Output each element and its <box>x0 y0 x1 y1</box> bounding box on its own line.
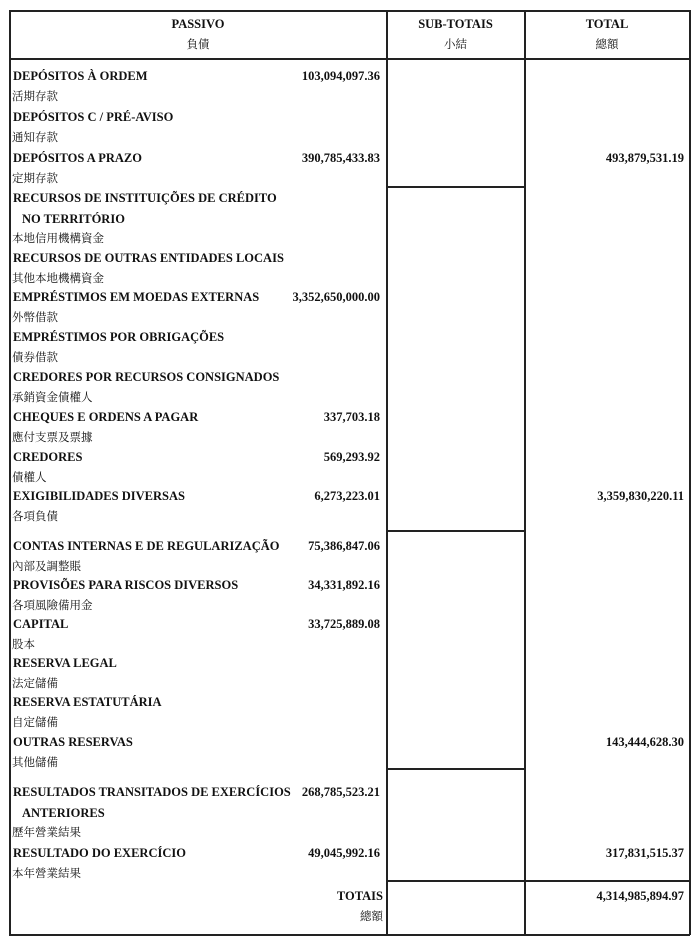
item-subtotal: 49,045,992.16 <box>308 846 380 860</box>
item-label-zh: 其他本地機構資金 <box>12 271 104 285</box>
header-passivo: PASSIVO <box>171 17 225 31</box>
item-label-zh: 各項負債 <box>12 509 58 523</box>
item-subtotal: 6,273,223.01 <box>314 489 380 503</box>
item-label-zh: 本地信用機構資金 <box>12 231 104 245</box>
item-label: CONTAS INTERNAS E DE REGULARIZAÇÃO <box>13 539 280 553</box>
item-label-zh: 應付支票及票據 <box>12 430 93 444</box>
item-subtotal: 337,703.18 <box>323 410 380 424</box>
item-label: EXIGIBILIDADES DIVERSAS <box>13 489 185 503</box>
column-divider-2 <box>524 10 526 935</box>
totals-divider <box>386 880 690 882</box>
item-label: CREDORES <box>13 450 83 464</box>
header-passivo-zh: 負債 <box>186 37 210 51</box>
header-total-zh: 總額 <box>595 37 619 51</box>
item-label-zh: 各項風險備用金 <box>12 598 93 612</box>
totals-label-zh: 總額 <box>360 909 383 923</box>
item-label: CREDORES POR RECURSOS CONSIGNADOS <box>13 370 280 384</box>
item-label: OUTRAS RESERVAS <box>13 735 133 749</box>
totals-label: TOTAIS <box>336 889 383 903</box>
item-subtotal: 268,785,523.21 <box>301 785 380 799</box>
item-label: EMPRÉSTIMOS POR OBRIGAÇÕES <box>13 330 225 344</box>
item-label: RESULTADO DO EXERCÍCIO <box>13 846 186 860</box>
item-label: CAPITAL <box>13 617 69 631</box>
item-label-zh: 定期存款 <box>12 171 58 185</box>
item-label: RECURSOS DE OUTRAS ENTIDADES LOCAIS <box>13 251 284 265</box>
item-subtotal: 34,331,892.16 <box>308 578 380 592</box>
header-total: TOTAL <box>585 17 629 31</box>
item-label: RESULTADOS TRANSITADOS DE EXERCÍCIOS <box>13 785 291 799</box>
item-label-continued: NO TERRITÓRIO <box>22 212 125 226</box>
table-border-bottom <box>9 934 690 936</box>
item-label-zh: 債券借款 <box>12 350 58 364</box>
subtotal-divider <box>386 768 525 770</box>
item-total: 493,879,531.19 <box>605 151 684 165</box>
header-subtotais: SUB-TOTAIS <box>418 17 493 31</box>
item-label: RESERVA ESTATUTÁRIA <box>13 695 162 709</box>
item-label: CHEQUES E ORDENS A PAGAR <box>13 410 199 424</box>
item-label-zh: 其他儲備 <box>12 755 58 769</box>
item-subtotal: 33,725,889.08 <box>308 617 380 631</box>
subtotal-divider <box>386 530 525 532</box>
item-label: DEPÓSITOS A PRAZO <box>13 151 142 165</box>
item-label: DEPÓSITOS C / PRÉ-AVISO <box>13 110 174 124</box>
item-total: 317,831,515.37 <box>605 846 684 860</box>
subtotal-divider <box>386 186 525 188</box>
item-subtotal: 390,785,433.83 <box>301 151 380 165</box>
item-subtotal: 3,352,650,000.00 <box>292 290 380 304</box>
item-label-zh: 外幣借款 <box>12 310 58 324</box>
item-label-zh: 債權人 <box>12 470 47 484</box>
header-divider <box>9 58 690 60</box>
item-label-zh: 承銷資金債權人 <box>12 390 93 404</box>
table-border-right <box>689 10 691 935</box>
item-label: RESERVA LEGAL <box>13 656 117 670</box>
item-label-continued: ANTERIORES <box>22 806 105 820</box>
table-border-top <box>9 10 690 12</box>
item-label-zh: 自定儲備 <box>12 715 58 729</box>
item-label-zh: 內部及調整賬 <box>12 559 81 573</box>
item-label-zh: 法定儲備 <box>12 676 58 690</box>
item-label: EMPRÉSTIMOS EM MOEDAS EXTERNAS <box>13 290 260 304</box>
item-label: PROVISÕES PARA RISCOS DIVERSOS <box>13 578 239 592</box>
item-label: DEPÓSITOS À ORDEM <box>13 69 148 83</box>
item-subtotal: 103,094,097.36 <box>301 69 380 83</box>
table-border-left <box>9 10 11 935</box>
item-label-zh: 通知存款 <box>12 130 58 144</box>
item-label: RECURSOS DE INSTITUIÇÕES DE CRÉDITO <box>13 191 277 205</box>
item-subtotal: 569,293.92 <box>323 450 380 464</box>
header-subtotais-zh: 小結 <box>444 37 467 51</box>
item-total: 143,444,628.30 <box>605 735 684 749</box>
item-label-zh: 本年營業結果 <box>12 866 81 880</box>
item-label-zh: 活期存款 <box>12 89 58 103</box>
grand-total: 4,314,985,894.97 <box>596 889 684 903</box>
column-divider-1 <box>386 10 388 935</box>
item-label-zh: 股本 <box>12 637 35 651</box>
item-subtotal: 75,386,847.06 <box>308 539 380 553</box>
item-total: 3,359,830,220.11 <box>597 489 684 503</box>
item-label-zh: 歷年營業結果 <box>12 825 81 839</box>
